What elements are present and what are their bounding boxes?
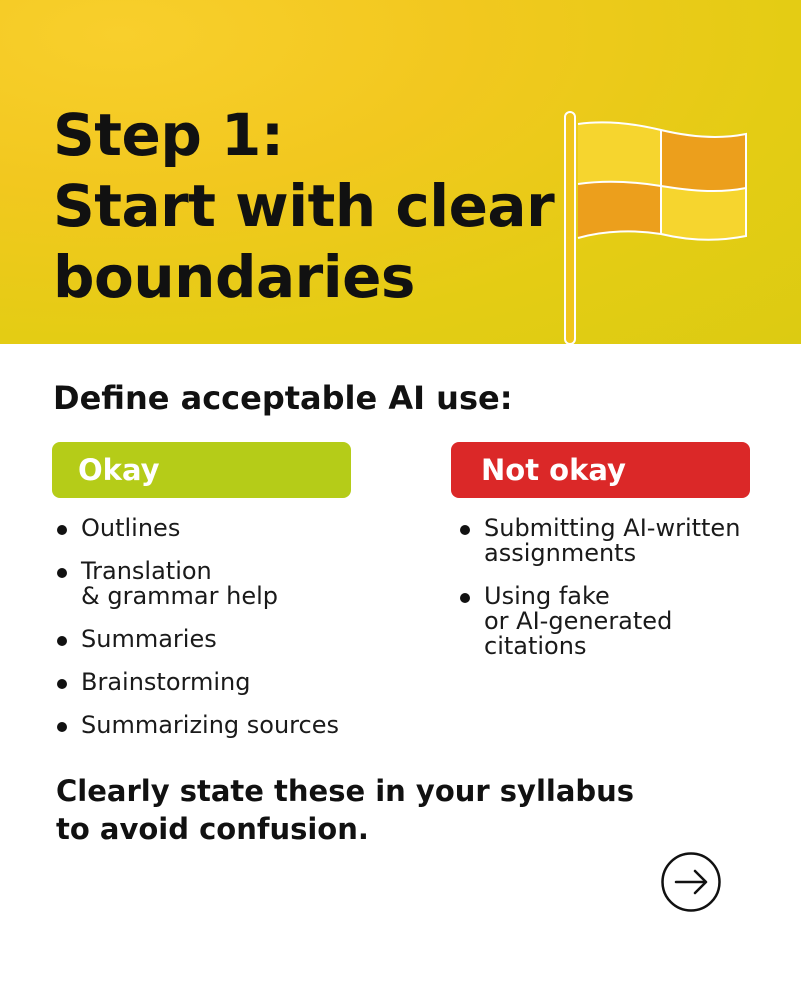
item-text: Translation (81, 557, 212, 585)
arrow-right-icon (661, 852, 721, 912)
list-item (55, 516, 339, 541)
footer-note (56, 772, 634, 848)
item-text: Brainstorming (81, 668, 251, 696)
item-text: Summaries (81, 625, 217, 653)
flag-icon (556, 108, 756, 344)
bullet-icon (460, 525, 470, 535)
page-title (53, 100, 554, 313)
okay-label: Okay (52, 442, 351, 498)
not-okay-list (458, 516, 740, 677)
item-text: Using fake (484, 582, 610, 610)
item-text: citations (484, 632, 587, 660)
list-item (458, 516, 740, 566)
bullet-icon (57, 636, 67, 646)
list-item (55, 627, 339, 652)
item-text: Summarizing sources (81, 711, 339, 739)
list-item (55, 559, 339, 609)
item-text: Submitting AI-written (484, 514, 741, 542)
title-line: Step 1: (53, 101, 284, 169)
title-line: Start with clear (53, 172, 555, 240)
item-text: or AI-generated (484, 607, 673, 635)
item-text: assignments (484, 539, 637, 567)
list-item (55, 713, 339, 738)
bullet-icon (57, 525, 67, 535)
item-text: Outlines (81, 514, 181, 542)
next-button[interactable] (661, 852, 721, 912)
footer-line: to avoid confusion. (56, 812, 369, 846)
bullet-icon (57, 679, 67, 689)
list-item (55, 670, 339, 695)
okay-list (55, 516, 339, 756)
hero-banner (0, 0, 801, 344)
item-text: & grammar help (81, 582, 278, 610)
footer-line: Clearly state these in your syllabus (56, 774, 635, 808)
list-item (458, 584, 740, 659)
not-okay-label: Not okay (451, 442, 750, 498)
bullet-icon (57, 568, 67, 578)
bullet-icon (460, 593, 470, 603)
bullet-icon (57, 722, 67, 732)
section-heading: Define acceptable AI use: (53, 379, 513, 417)
title-line: boundaries (53, 243, 415, 311)
